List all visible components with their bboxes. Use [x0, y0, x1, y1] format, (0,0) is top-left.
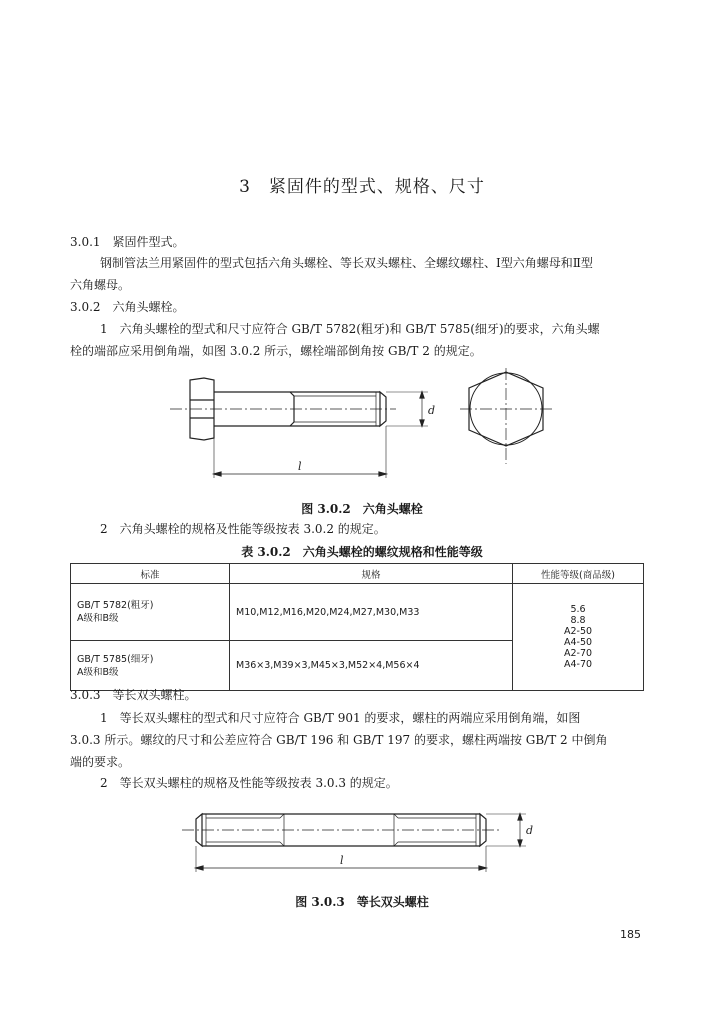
section-3-0-3-p1-line1: 1 等长双头螺柱的型式和尺寸应符合 GB/T 901 的要求，螺柱的两端应采用倒角端，如图	[100, 711, 581, 725]
row2-standard-line1: GB/T 5785(细牙)	[77, 653, 154, 665]
chapter-title: 3 紧固件的型式、规格、尺寸	[239, 177, 485, 197]
header-standard: 标准	[71, 564, 230, 584]
row1-standard-line2: A级和B级	[77, 613, 119, 624]
stud-diameter-label: d	[526, 824, 534, 837]
row2-spec: M36×3,M39×3,M45×3,M52×4,M56×4	[230, 641, 513, 691]
section-3-0-1-heading: 3.0.1 紧固件型式。	[70, 235, 185, 249]
row1-standard	[71, 584, 230, 641]
section-3-0-3-p1-line2: 3.0.3 所示。螺纹的尺寸和公差应符合 GB/T 196 和 GB/T 197 的要求，螺柱两端按 GB/T 2 中倒角	[70, 733, 608, 747]
section-3-0-2-p1-line1: 1 六角头螺栓的型式和尺寸应符合 GB/T 5782(粗牙)和 GB/T 5785(细牙)的要求，六角头螺	[100, 322, 600, 336]
grade-item: 5.6	[570, 604, 586, 615]
header-spec: 规格	[230, 564, 513, 584]
section-3-0-1-body-line1: 钢制管法兰用紧固件的型式包括六角头螺栓、等长双头螺柱、全螺纹螺柱、Ⅰ型六角螺母和Ⅱ型	[100, 256, 593, 270]
row1-spec: M10,M12,M16,M20,M24,M27,M30,M33	[230, 584, 513, 641]
grade-item: 8.8	[570, 615, 586, 626]
bolt-length-label: l	[298, 460, 302, 473]
row2-standard	[71, 641, 230, 691]
table-3-0-2-caption: 表 3.0.2 六角头螺栓的螺纹规格和性能等级	[241, 545, 483, 559]
hex-bolt-figure	[160, 368, 580, 488]
page-number: 185	[620, 928, 641, 941]
row1-standard-line1: GB/T 5782(粗牙)	[77, 600, 154, 611]
stud-length-label: l	[340, 854, 344, 867]
grade-item: A4-70	[563, 659, 593, 670]
section-3-0-3-p1-line3: 端的要求。	[70, 755, 131, 769]
figure-3-0-2-caption: 图 3.0.2 六角头螺栓	[301, 502, 423, 516]
section-3-0-2-p2: 2 六角头螺栓的规格及性能等级按表 3.0.2 的规定。	[100, 522, 386, 536]
bolt-diameter-label: d	[428, 404, 436, 417]
grade-item: A2-50	[563, 626, 593, 637]
figure-3-0-3-caption: 图 3.0.3 等长双头螺柱	[295, 895, 429, 909]
row2-standard-line2: A级和B级	[77, 666, 119, 678]
table-header-row	[71, 564, 644, 584]
header-grade: 性能等级(商品级)	[513, 564, 644, 584]
grade-item: A4-50	[563, 637, 593, 648]
section-3-0-2-p1-line2: 栓的端部应采用倒角端，如图 3.0.2 所示，螺栓端部倒角按 GB/T 2 的规定。	[70, 344, 482, 358]
table-row	[71, 584, 644, 641]
section-3-0-1-body-line2: 六角螺母。	[70, 278, 131, 292]
grade-cell	[513, 584, 644, 691]
section-3-0-3-p2: 2 等长双头螺柱的规格及性能等级按表 3.0.3 的规定。	[100, 776, 398, 790]
section-3-0-2-heading: 3.0.2 六角头螺栓。	[70, 300, 185, 314]
stud-bolt-figure	[180, 800, 540, 880]
grade-item: A2-70	[563, 648, 593, 659]
table-3-0-2	[70, 563, 644, 691]
section-3-0-3-heading: 3.0.3 等长双头螺柱。	[70, 688, 197, 702]
